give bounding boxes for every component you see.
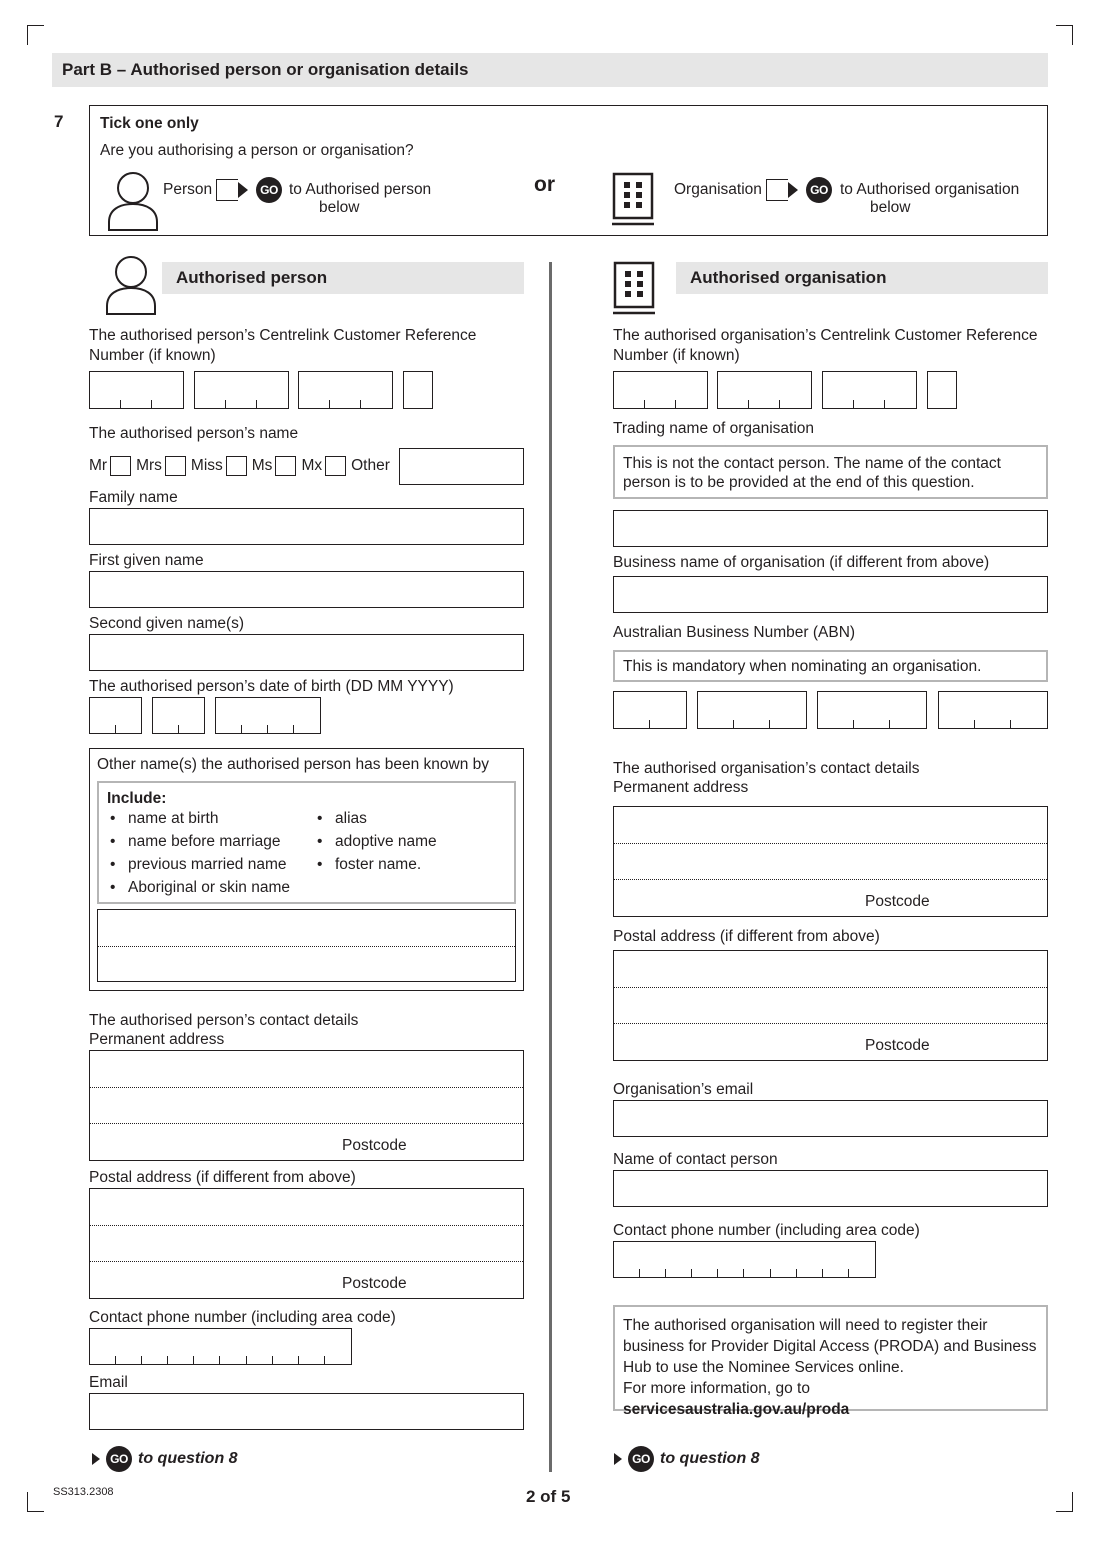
dob-label: The authorised person’s date of birth (DD MM YYYY) — [89, 678, 454, 695]
abn-note: This is mandatory when nominating an organisation. — [613, 650, 1048, 682]
go-icon: GO — [628, 1446, 654, 1472]
person-postal-address-input[interactable] — [89, 1188, 524, 1299]
org-checkbox[interactable] — [766, 179, 798, 201]
first-given-name-input[interactable] — [89, 571, 524, 608]
org-phone-input[interactable] — [613, 1241, 876, 1278]
question-7-box — [89, 105, 1048, 236]
org-crn-field-4[interactable] — [927, 371, 957, 409]
include-list-1 — [106, 807, 290, 899]
person-email-label: Email — [89, 1374, 128, 1391]
org-crn-field-3[interactable] — [822, 371, 917, 409]
person-email-input[interactable] — [89, 1393, 524, 1430]
title-other-label: Other — [351, 457, 390, 474]
list-item: • alias — [313, 807, 437, 830]
person-permanent-address-input[interactable] — [89, 1050, 524, 1161]
org-crn-label: The authorised organisation’s Centrelink Customer Reference Number (if known) — [613, 327, 1038, 364]
abn-field-3[interactable] — [817, 691, 927, 729]
org-go-to-question-8: GO to question 8 — [614, 1446, 760, 1472]
column-divider — [549, 262, 552, 1472]
authorised-person-heading: Authorised person — [162, 262, 524, 294]
page-number: 2 of 5 — [526, 1487, 571, 1506]
abn-field-4[interactable] — [938, 691, 1048, 729]
building-icon — [612, 172, 654, 228]
title-ms-checkbox[interactable] — [275, 456, 296, 476]
title-options — [89, 456, 390, 476]
org-postal-address-input[interactable] — [613, 950, 1048, 1061]
dob-year-field[interactable] — [215, 697, 321, 734]
first-given-name-label: First given name — [89, 552, 204, 569]
crop-mark-top-right — [1056, 25, 1073, 45]
list-item: • adoptive name — [313, 830, 437, 853]
title-mrs-checkbox[interactable] — [165, 456, 186, 476]
person-crn-field-2[interactable] — [194, 371, 289, 409]
org-permanent-address-input[interactable] — [613, 806, 1048, 917]
part-header: Part B – Authorised person or organisation details — [52, 53, 1048, 87]
other-names-label: Other name(s) the authorised person has been known by — [97, 756, 490, 773]
person-contact-details-label: The authorised person’s contact details Permanent address — [89, 1012, 359, 1048]
postcode-label: Postcode — [342, 1137, 407, 1154]
person-crn-field-4[interactable] — [403, 371, 433, 409]
org-email-input[interactable] — [613, 1100, 1048, 1137]
contact-person-label: Name of contact person — [613, 1151, 778, 1168]
list-item: • name at birth — [106, 807, 290, 830]
person-postal-address-label: Postal address (if different from above) — [89, 1169, 356, 1186]
person-crn-field-1[interactable] — [89, 371, 184, 409]
person-go-to-question-8: GO to question 8 — [92, 1446, 238, 1472]
proda-more-text: For more information, go to — [623, 1380, 810, 1397]
title-miss-label: Miss — [190, 457, 223, 474]
org-crn-field-1[interactable] — [613, 371, 708, 409]
title-miss-checkbox[interactable] — [226, 456, 247, 476]
person-crn-field-3[interactable] — [298, 371, 393, 409]
trading-name-label: Trading name of organisation — [613, 420, 815, 437]
go-icon: GO — [806, 177, 832, 203]
contact-person-input[interactable] — [613, 1170, 1048, 1207]
person-icon — [105, 170, 161, 232]
question-number: 7 — [54, 112, 64, 131]
abn-label: Australian Business Number (ABN) — [613, 624, 856, 641]
trading-name-input[interactable] — [613, 510, 1048, 547]
second-given-names-label: Second given name(s) — [89, 615, 245, 632]
proda-note — [613, 1305, 1048, 1418]
org-option-label: Organisation — [674, 181, 762, 198]
proda-note-text: The authorised organisation will need to register their business for Provider Digital Access (PRODA) and Business Hub to use the Nominee Services online. — [623, 1317, 1037, 1376]
abn-field-2[interactable] — [697, 691, 807, 729]
title-mrs-label: Mrs — [136, 457, 162, 474]
or-label: or — [534, 173, 555, 196]
include-label: Include: — [107, 790, 167, 807]
go-icon: GO — [106, 1446, 132, 1472]
list-item: • previous married name — [106, 853, 290, 876]
tick-one-only: Tick one only — [100, 115, 199, 132]
person-checkbox[interactable] — [216, 179, 248, 201]
other-names-box — [89, 748, 524, 991]
title-mr-label: Mr — [89, 457, 108, 474]
person-option-label: Person — [163, 181, 213, 198]
org-go-text: to Authorised organisation below — [840, 181, 1020, 216]
list-item: • foster name. — [313, 853, 437, 876]
business-name-input[interactable] — [613, 576, 1048, 613]
business-name-label: Business name of organisation (if different from above) — [613, 554, 990, 571]
family-name-label: Family name — [89, 489, 178, 506]
person-go-text: to Authorised person below — [289, 181, 432, 216]
person-phone-input[interactable] — [89, 1328, 352, 1365]
include-box — [97, 781, 516, 904]
org-crn-field-2[interactable] — [717, 371, 812, 409]
include-list-2 — [313, 807, 437, 876]
abn-field-1[interactable] — [613, 691, 687, 729]
org-postal-address-label: Postal address (if different from above) — [613, 928, 880, 945]
title-mr-checkbox[interactable] — [110, 456, 131, 476]
crop-mark-top-left — [27, 25, 44, 45]
person-crn-label: The authorised person’s Centrelink Customer Reference Number (if known) — [89, 327, 477, 364]
list-item: • name before marriage — [106, 830, 290, 853]
trading-name-note: This is not the contact person. The name of the contact person is to be provided at the end of this question. — [613, 445, 1048, 499]
question-text: Are you authorising a person or organisation? — [100, 142, 414, 159]
form-code: SS313.2308 — [53, 1486, 114, 1498]
postcode-label: Postcode — [865, 1037, 930, 1054]
postcode-label: Postcode — [865, 893, 930, 910]
postcode-label: Postcode — [342, 1275, 407, 1292]
second-given-names-input[interactable] — [89, 634, 524, 671]
person-phone-label: Contact phone number (including area code) — [89, 1309, 396, 1326]
person-icon — [103, 254, 159, 316]
title-ms-label: Ms — [251, 457, 273, 474]
dob-month-field[interactable] — [152, 697, 205, 734]
family-name-input[interactable] — [89, 508, 524, 545]
go-icon: GO — [256, 177, 282, 203]
building-icon — [613, 261, 655, 317]
crop-mark-bottom-right — [1056, 1492, 1073, 1512]
list-item: • Aboriginal or skin name — [106, 876, 290, 899]
org-contact-details-label: The authorised organisation’s contact details Permanent address — [613, 760, 920, 796]
other-names-input[interactable] — [97, 909, 516, 982]
proda-link[interactable]: servicesaustralia.gov.au/proda — [623, 1401, 850, 1418]
title-mx-label: Mx — [301, 457, 323, 474]
org-phone-label: Contact phone number (including area code) — [613, 1222, 920, 1239]
org-email-label: Organisation’s email — [613, 1081, 754, 1098]
title-other-input[interactable] — [399, 448, 524, 485]
crop-mark-bottom-left — [27, 1492, 44, 1512]
person-name-label: The authorised person’s name — [89, 425, 299, 442]
title-mx-checkbox[interactable] — [325, 456, 346, 476]
authorised-organisation-heading: Authorised organisation — [676, 262, 1048, 294]
dob-day-field[interactable] — [89, 697, 142, 734]
